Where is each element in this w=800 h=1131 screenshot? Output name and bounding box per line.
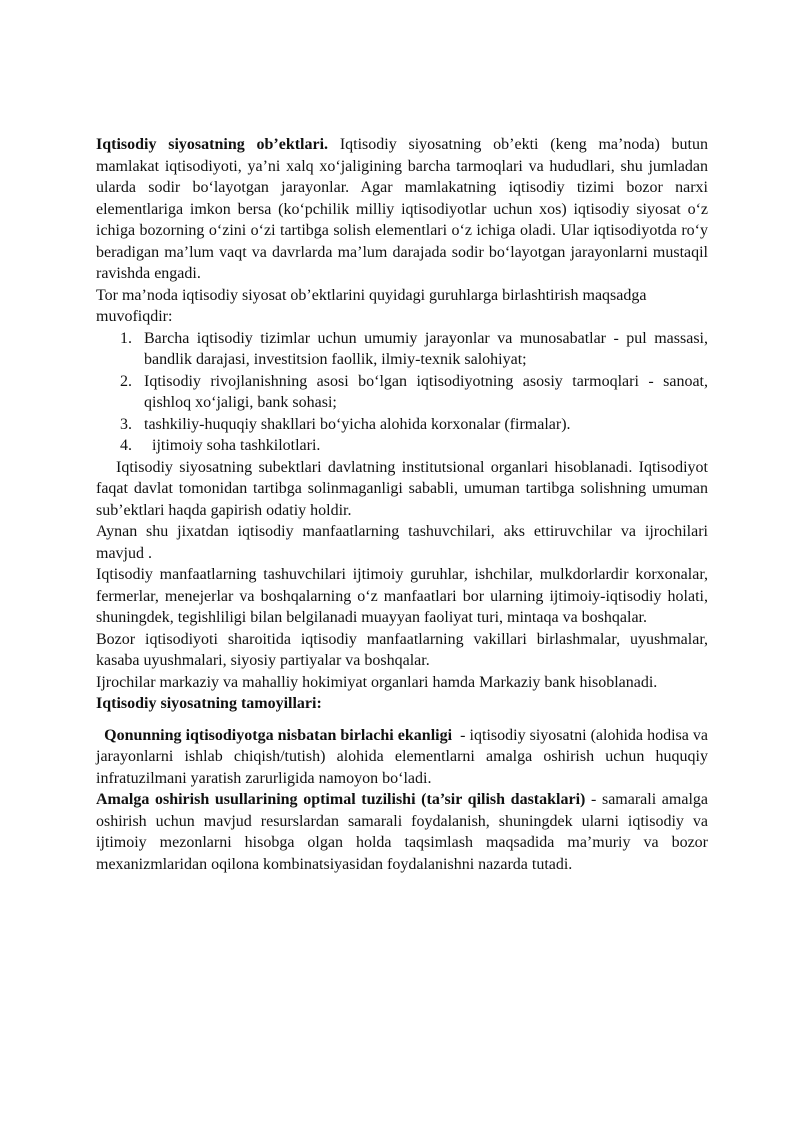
list-item-number: 3.: [120, 415, 132, 433]
list-item: [120, 328, 708, 371]
list-item-text: Barcha iqtisodiy tizimlar uchun umumiy jarayonlar va munosabatlar - pul massasi, bandlik darajasi, investitsion faollik, ilmiy-texnik salohiyat;: [144, 329, 708, 368]
objects-text: Iqtisodiy siyosatning ob’ekti (keng ma’noda) butun mamlakat iqtisodiyoti, ya’ni xalq xo‘jaligining barcha tarmoqlari va hududlari, shu jumladan ularda sodir bo‘layotgan jarayonlar. Agar mamlakatning iqtisodiy tizimi bozor narxi elementlariga imkon bersa (ko‘pchilik milliy iqtisodiyotlar uchun xos) iqtisodiy siyosat o‘z ichiga bozorning o‘zini o‘zi tartibga solish elementlari o‘z ichiga oladi. Ular iqtisodiyotda ro‘y beradigan ma’lum vaqt va davrlarda ma’lum darajada sodir bo‘layotgan jarayonlarni mustaqil ravishda engadi.: [96, 136, 709, 282]
paragraph-carriers: Iqtisodiy manfaatlarning tashuvchilari ijtimoiy guruhlar, ishchilar, mulkdorlardir korxonalar, fermerlar, menejerlar va boshqalarning o‘z manfaatlari bor ularning ijtimoiy-iqtisodiy holati, shuningdek, tegishliligi bilan belgilanadi muayyan faoliyat turi, mintaqa va boshqalar.: [96, 566, 708, 626]
paragraph-subjects: Iqtisodiy siyosatning subektlari davlatning institutsional organlari hisoblanadi. Iqtisodiyot faqat davlat tomonidan tartibga solinmaganligi sababli, umuman tartibga solishning umuman sub’ektlari haqda gapirish odatiy holdir.: [96, 458, 708, 519]
list-item-number: 1.: [120, 329, 132, 347]
paragraph-executors: Ijrochilar markaziy va mahalliy hokimiyat organlari hamda Markaziy bank hisoblanadi.: [96, 673, 658, 691]
principle-law-title: Qonunning iqtisodiyotga nisbatan birlachi ekanligi: [96, 726, 453, 744]
list-item-text: ijtimoiy soha tashkilotlari.: [144, 437, 321, 454]
paragraph-narrow-sense: Tor ma’noda iqtisodiy siyosat ob’ektlarini quyidagi guruhlarga birlashtirish maqsadga muvofiqdir:: [96, 286, 647, 325]
list-item-number: 4.: [120, 437, 132, 454]
objects-heading: Iqtisodiy siyosatning ob’ektlari.: [96, 136, 329, 153]
spacer: [96, 715, 708, 725]
list-item-text: tashkiliy-huquqiy shakllari bo‘yicha alohida korxonalar (firmalar).: [144, 415, 571, 433]
objects-list: [96, 328, 708, 457]
paragraph-representatives: Bozor iqtisodiyoti sharoitida iqtisodiy manfaatlarning vakillari birlashmalar, uyushmalar, kasaba uyushmalari, siyosiy partiyalar va boshqalar.: [96, 630, 708, 669]
paragraph-principle-law: [96, 725, 712, 790]
list-item: [120, 435, 708, 457]
paragraph-objects: [96, 134, 708, 285]
document-page: [96, 134, 712, 875]
principles-heading: Iqtisodiy siyosatning tamoyillari:: [96, 695, 322, 712]
principle-methods-text: - samarali amalga oshirish uchun mavjud resurslardan samarali foydalanish, shuningdek ularni iqtisodiy va ijtimoiy mezonlarni hisobga olgan holda taqsimlash maqsadida ma’muriy va bozor mexanizmlaridan oqilona kombinatsiyasidan foydalanishni nazarda tutadi.: [96, 791, 709, 873]
principle-methods-title: Amalga oshirish usullarining optimal tuzilishi (ta’sir qilish dastaklari): [96, 791, 586, 808]
list-item-number: 2.: [120, 372, 132, 390]
principle-law-text: - iqtisodiy siyosatni (alohida hodisa va jarayonlarni ishlab chiqish/tutish) alohida elementlarni amalga oshirish uchun huquqiy infratuzilmani yaratish zarurligida namoyon bo‘ladi.: [96, 726, 712, 787]
list-item: [120, 414, 708, 436]
list-item: [120, 371, 708, 414]
paragraph-interests: Aynan shu jixatdan iqtisodiy manfaatlarning tashuvchilari, aks ettiruvchilar va ijrochilari mavjud .: [96, 523, 708, 562]
paragraph-principle-methods: [96, 789, 708, 875]
list-item-text: Iqtisodiy rivojlanishning asosi bo‘lgan iqtisodiyotning asosiy tarmoqlari - sanoat, qishloq xo‘jaligi, bank sohasi;: [144, 372, 708, 411]
